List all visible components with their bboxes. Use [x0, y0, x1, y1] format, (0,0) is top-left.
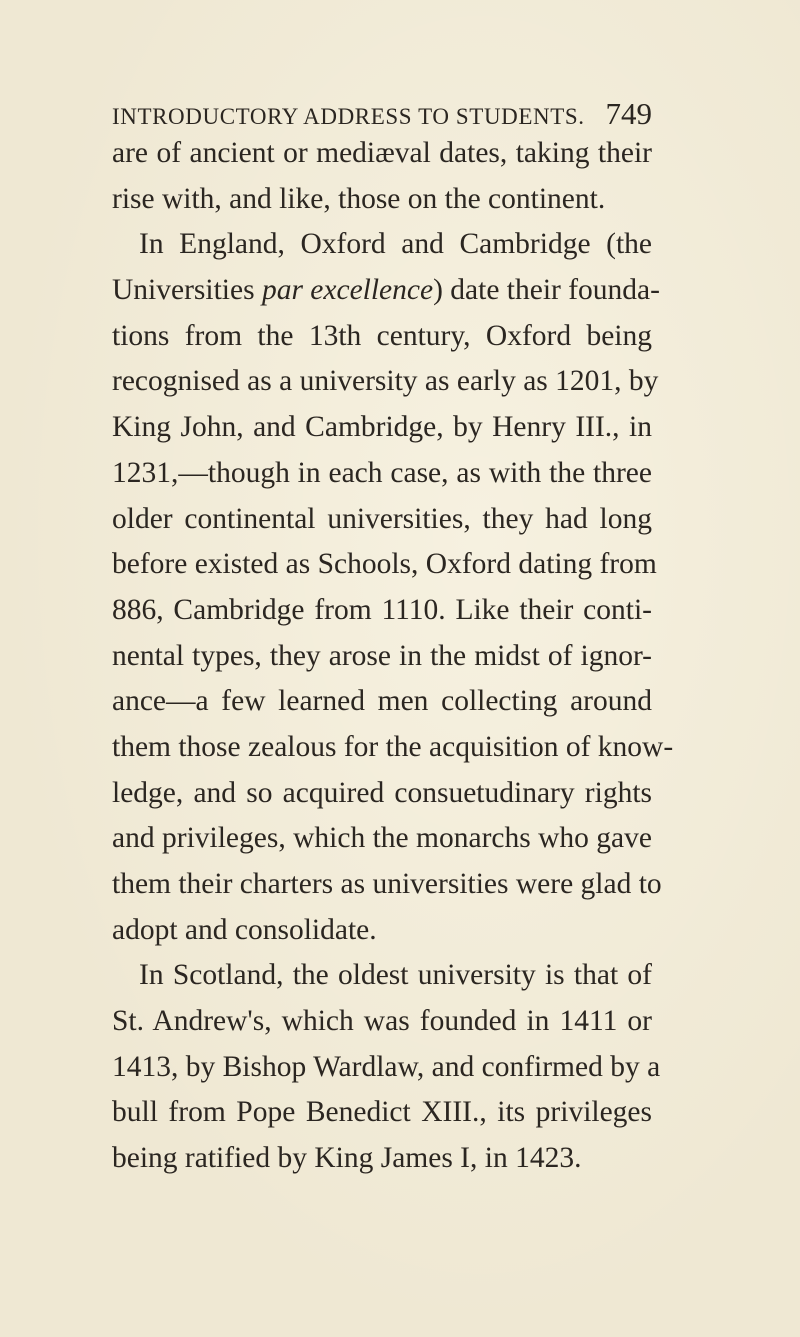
text-line: rise with, and like, those on the continent. [112, 182, 606, 215]
text-line: adopt and consolidate. [112, 913, 377, 946]
text-line [112, 268, 660, 314]
text-line: St. Andrew's, which was founded in 1411 or [112, 1005, 652, 1038]
paragraph-start-line: In England, Oxford and Cambridge (the [139, 228, 652, 261]
italic-phrase: par excellence [261, 274, 434, 307]
text-line: being ratified by King James I, in 1423. [112, 1142, 582, 1175]
text-line: older continental universities, they had long [112, 502, 652, 535]
text-line: recognised as a university as early as 1201, by [112, 365, 659, 398]
text-line: King John, and Cambridge, by Henry III., in [112, 411, 652, 444]
text-line: and privileges, which the monarchs who gave [112, 822, 652, 855]
text-segment: ) date their founda- [433, 274, 660, 307]
text-line: 1413, by Bishop Wardlaw, and confirmed by a [112, 1050, 661, 1083]
text-line: tions from the 13th century, Oxford being [112, 319, 652, 352]
paragraph-start-line: In Scotland, the oldest university is that of [139, 959, 652, 992]
body-text [112, 131, 674, 1182]
text-line: 1231,—though in each case, as with the three [112, 456, 652, 489]
text-segment: Universities [112, 274, 255, 307]
text-line: nental types, they arose in the midst of ignor- [112, 639, 652, 672]
page-number: 749 [605, 96, 652, 131]
text-line: ance—a few learned men collecting around [112, 685, 652, 718]
text-line: are of ancient or mediæval dates, taking their [112, 137, 652, 169]
running-title: INTRODUCTORY ADDRESS TO STUDENTS. [112, 104, 585, 129]
text-line: them their charters as universities were glad to [112, 868, 662, 900]
text-line: ledge, and so acquired consuetudinary rights [112, 776, 652, 809]
text-line: before existed as Schools, Oxford dating from [112, 548, 657, 581]
text-line: bull from Pope Benedict XIII., its privileges [112, 1096, 652, 1129]
text-line: 886, Cambridge from 1110. Like their conti- [112, 593, 652, 626]
text-line: them those zealous for the acquisition of know- [112, 730, 674, 763]
